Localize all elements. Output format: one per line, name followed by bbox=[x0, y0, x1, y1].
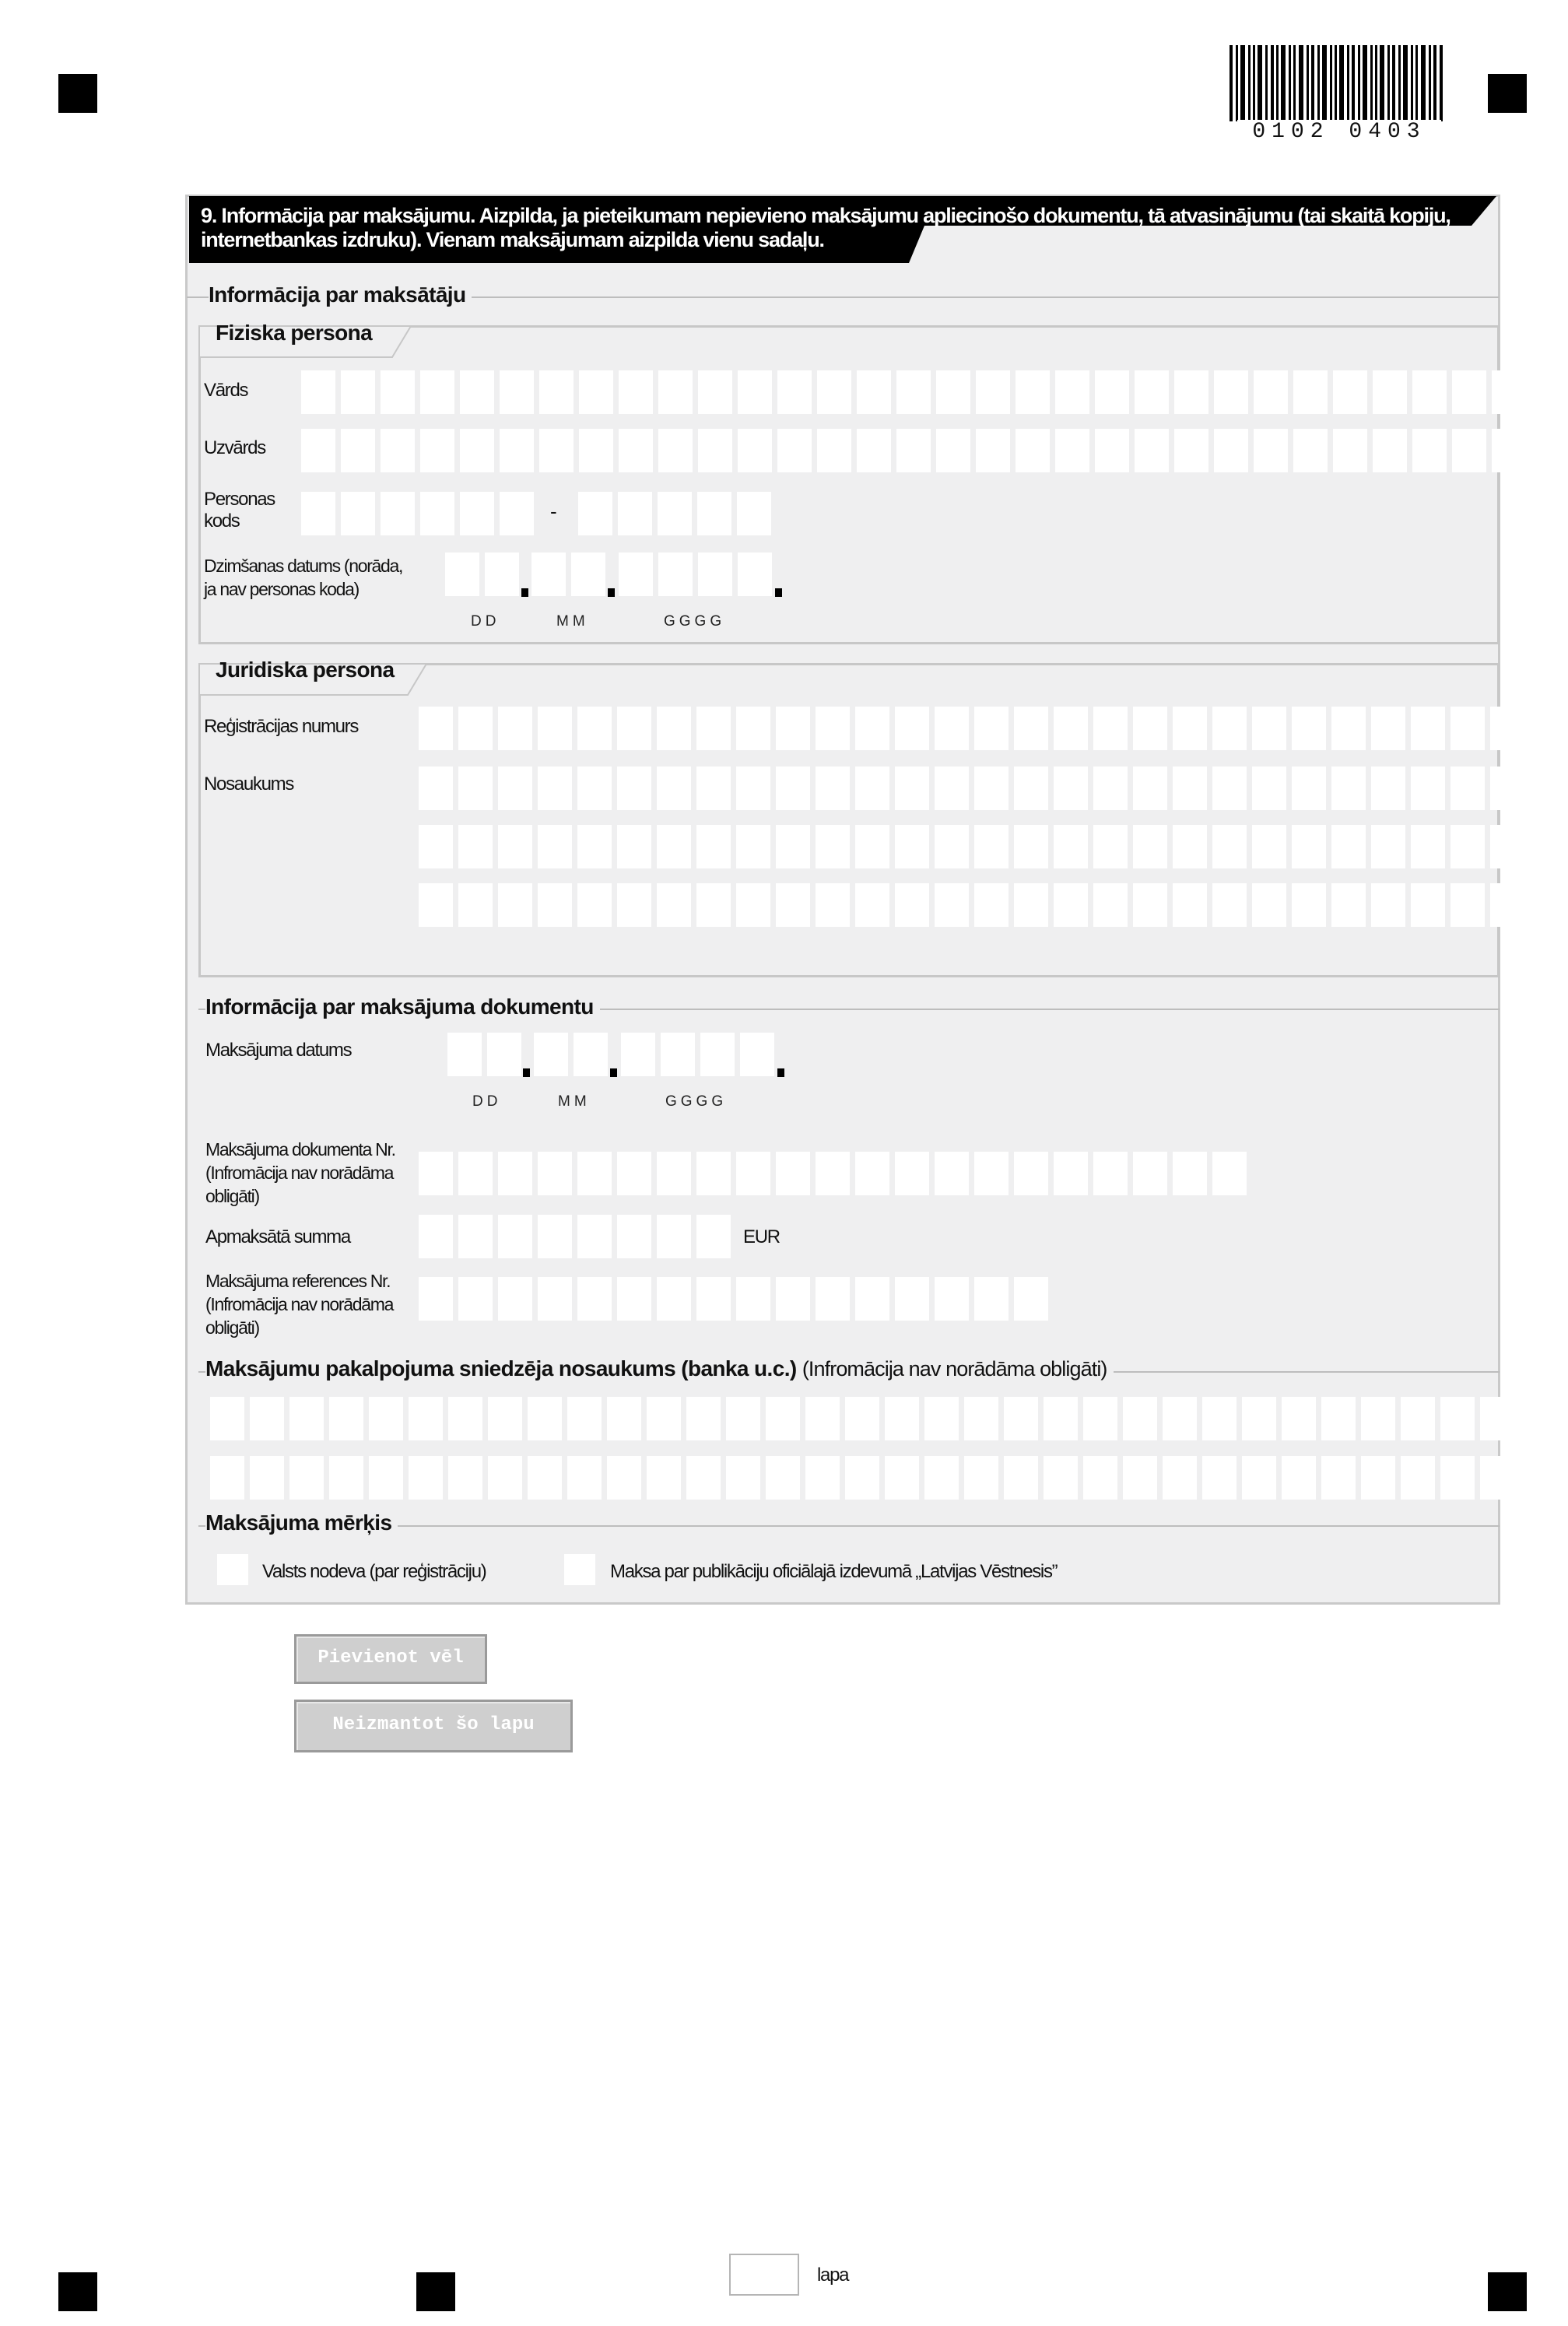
provider-note: (Infromācija nav norādāma obligāti) bbox=[802, 1357, 1107, 1381]
birth-date-dot-2 bbox=[608, 588, 615, 597]
purpose-title: Maksājuma mērķis bbox=[205, 1510, 398, 1535]
last-name-input[interactable] bbox=[301, 429, 1531, 472]
first-name-label: Vārds bbox=[204, 380, 248, 401]
payment-doc-number-input[interactable] bbox=[419, 1152, 1252, 1195]
payment-date-dot-1 bbox=[523, 1068, 530, 1077]
provider-name-line-2[interactable] bbox=[210, 1456, 1520, 1500]
birth-date-label: Dzimšanas datums (norāda, ja nav personas koda) bbox=[204, 556, 403, 599]
personal-code-label: Personas kods bbox=[204, 489, 275, 532]
payer-title: Informācija par maksātāju bbox=[209, 282, 472, 307]
barcode-bars-icon bbox=[1229, 45, 1447, 121]
reg-number-input[interactable] bbox=[419, 707, 1530, 750]
payment-doc-number-label: Maksājuma dokumenta Nr. (Infromācija nav norādāma obligāti) bbox=[205, 1139, 395, 1206]
payment-date-month[interactable] bbox=[534, 1033, 613, 1076]
corner-mark-top-right bbox=[1488, 74, 1527, 113]
payment-date-dot-3 bbox=[777, 1068, 784, 1077]
personal-code-part2[interactable] bbox=[578, 492, 777, 535]
add-more-button[interactable]: Pievienot vēl bbox=[294, 1634, 487, 1684]
purpose-state-fee-label: Valsts nodeva (par reģistrāciju) bbox=[262, 1561, 486, 1582]
birth-date-year[interactable] bbox=[619, 553, 777, 596]
barcode bbox=[1229, 45, 1447, 144]
purpose-state-fee-checkbox[interactable] bbox=[217, 1554, 248, 1585]
page-label: lapa bbox=[817, 2265, 849, 2286]
birth-date-mm-hint: MM bbox=[556, 613, 589, 630]
birth-date-dot-1 bbox=[521, 588, 528, 597]
payment-date-year[interactable] bbox=[621, 1033, 780, 1076]
barcode-number: 0102 0403 bbox=[1237, 120, 1441, 144]
payment-date-day[interactable] bbox=[447, 1033, 527, 1076]
payment-date-dd-hint: DD bbox=[472, 1093, 502, 1110]
company-name-line-2[interactable] bbox=[419, 825, 1530, 868]
currency-label: EUR bbox=[743, 1226, 780, 1247]
birth-date-yyyy-hint: GGGG bbox=[664, 613, 726, 630]
payment-reference-label: Maksājuma references Nr. (Infromācija nav norādāma obligāti) bbox=[205, 1271, 394, 1338]
payment-date-label: Maksājuma datums bbox=[205, 1040, 352, 1061]
payment-reference-input[interactable] bbox=[419, 1277, 1054, 1321]
corner-mark-bottom-center bbox=[416, 2272, 455, 2311]
company-name-line-1[interactable] bbox=[419, 767, 1530, 810]
payment-date-dot-2 bbox=[610, 1068, 617, 1077]
reg-number-label: Reģistrācijas numurs bbox=[204, 716, 359, 737]
natural-person-title: Fiziska persona bbox=[216, 321, 373, 345]
corner-mark-top-left bbox=[58, 74, 97, 113]
company-name-line-3[interactable] bbox=[419, 883, 1530, 927]
corner-mark-bottom-left bbox=[58, 2272, 97, 2311]
amount-label: Apmaksātā summa bbox=[205, 1226, 350, 1247]
provider-title-wrap bbox=[205, 1356, 1114, 1381]
corner-mark-bottom-right bbox=[1488, 2272, 1527, 2311]
payment-date-mm-hint: MM bbox=[558, 1093, 591, 1110]
last-name-label: Uzvārds bbox=[204, 437, 265, 458]
provider-title: Maksājumu pakalpojuma sniedzēja nosaukums (banka u.c.) bbox=[205, 1356, 797, 1381]
payment-date-yyyy-hint: GGGG bbox=[665, 1093, 728, 1110]
purpose-publication-label: Maksa par publikāciju oficiālajā izdevumā „Latvijas Vēstnesis” bbox=[610, 1561, 1058, 1582]
purpose-publication-checkbox[interactable] bbox=[564, 1554, 595, 1585]
company-name-label: Nosaukums bbox=[204, 774, 294, 795]
birth-date-dot-3 bbox=[775, 588, 782, 597]
amount-input[interactable] bbox=[419, 1215, 736, 1258]
payment-doc-title: Informācija par maksājuma dokumentu bbox=[205, 995, 600, 1019]
personal-code-part1[interactable] bbox=[301, 492, 539, 535]
provider-name-line-1[interactable] bbox=[210, 1397, 1520, 1440]
birth-date-day[interactable] bbox=[445, 553, 524, 596]
legal-person-title: Juridiska persona bbox=[216, 658, 395, 682]
section-header-text: 9. Informācija par maksājumu. Aizpilda, ja pieteikumam nepievieno maksājumu apliecinošo dokumentu, tā atvasinājumu (tai skaitā kopiju, internetbankas izdruku). Vienam maksājumam aizpilda vienu sadaļu. bbox=[201, 204, 1450, 251]
personal-code-separator: - bbox=[550, 500, 556, 523]
not-use-page-button[interactable]: Neizmantot šo lapu bbox=[294, 1700, 573, 1752]
birth-date-dd-hint: DD bbox=[471, 613, 500, 630]
first-name-input[interactable] bbox=[301, 370, 1531, 414]
page-number-box[interactable] bbox=[729, 2254, 799, 2296]
birth-date-month[interactable] bbox=[531, 553, 611, 596]
